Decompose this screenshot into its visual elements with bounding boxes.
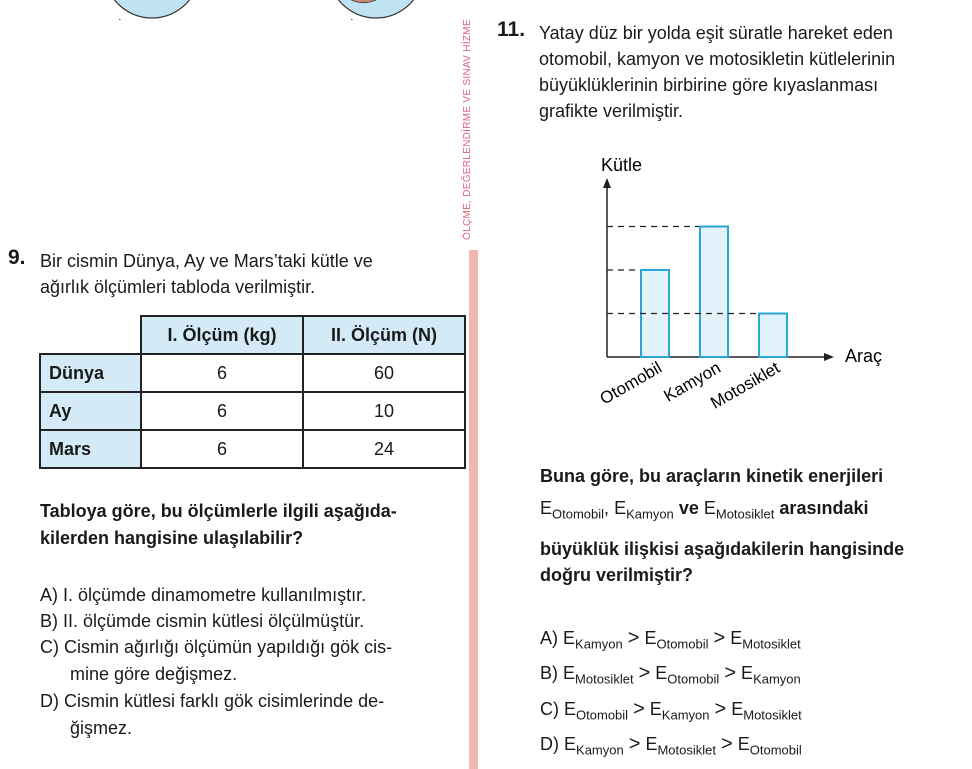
table-cell: 6 (141, 430, 303, 468)
q9-question-line1: Tabloya göre, bu ölçümlerle ilgili aşağıda- (40, 501, 397, 521)
y-axis-arrow (603, 178, 611, 188)
bar-kamyon (700, 227, 728, 358)
q9-option-c[interactable]: C) Cismin ağırlığı ölçümün yapıldığı gök cis- (40, 637, 393, 657)
table-cell: 60 (303, 354, 465, 392)
table-cell: 24 (303, 430, 465, 468)
table-row (40, 354, 465, 392)
q11-option-c[interactable]: C) $E_{Otomobil} > E_{Kamyon} > E_{Motosiklet}$ (540, 698, 802, 723)
q11-question-line4: doğru verilmiştir? (540, 565, 694, 585)
mass-bar-chart (580, 150, 900, 440)
row-label: Mars (40, 430, 141, 468)
y-axis-label: Kütle (601, 155, 643, 175)
tick-label-motosiklet: Motosiklet (707, 358, 783, 413)
q11-text-line4: grafikte verilmiştir. (539, 101, 684, 121)
q9-option-c-cont: mine göre değişmez. (70, 664, 238, 684)
q11-text-line2: otomobil, kamyon ve motosikletin kütlelerinin (539, 49, 896, 69)
q11-text-line3: büyüklüklerinin birbirine göre kıyaslanması (539, 75, 879, 95)
x-axis-arrow (824, 353, 834, 361)
tick-label-otomobil: Otomobil (596, 358, 665, 409)
globe-image-left (92, 0, 212, 20)
q11-option-b[interactable]: B) $E_{Motosiklet} > E_{Otomobil} > E_{Kamyon}$ (540, 662, 801, 687)
q9-text-line2: ağırlık ölçümleri tabloda verilmiştir. (40, 277, 316, 297)
globe-image-right (316, 0, 436, 20)
table-row (40, 430, 465, 468)
q9-text-line1: Bir cismin Dünya, Ay ve Mars’taki kütle ve (40, 251, 373, 271)
q11-question-line1: Buna göre, bu araçların kinetik enerjileri (540, 466, 884, 486)
q11-option-a[interactable]: A) $E_{Kamyon} > E_{Otomobil} > E_{Motosiklet}$ (540, 627, 801, 652)
row-label: Dünya (40, 354, 141, 392)
q9-question-line2: kilerden hangisine ulaşılabilir? (40, 528, 304, 548)
table-cell: 10 (303, 392, 465, 430)
q11-question-line3: büyüklük ilişkisi aşağıdakilerin hangisinde (540, 539, 905, 559)
q9-option-b[interactable]: B) II. ölçümde cismin kütlesi ölçülmüştür. (40, 611, 365, 631)
table-header-1: I. Ölçüm (kg) (141, 316, 303, 354)
sidebar-vertical-text: ÖLÇME, DEĞERLENDİRME VE SINAV HİZME (462, 19, 473, 240)
q11-number: 11. (497, 18, 526, 41)
q9-option-d-cont: ğişmez. (70, 718, 133, 738)
table-cell: 6 (141, 354, 303, 392)
q9-measurement-table (39, 315, 466, 469)
q11-energy-list: $E_{Otomobil}$, $E_{Kamyon}$ ve $E_{Motosiklet}$ arasındaki (540, 498, 869, 522)
column-divider (469, 250, 478, 769)
row-label: Ay (40, 392, 141, 430)
bar-motosiklet (759, 314, 787, 358)
q9-number: 9. (8, 246, 26, 269)
table-row (40, 392, 465, 430)
q9-option-a[interactable]: A) I. ölçümde dinamometre kullanılmıştır. (40, 585, 367, 605)
tick-label-kamyon: Kamyon (660, 358, 724, 406)
q11-text-line1: Yatay düz bir yolda eşit süratle hareket eden (539, 23, 893, 43)
table-header-2: II. Ölçüm (N) (303, 316, 465, 354)
table-cell: 6 (141, 392, 303, 430)
q9-option-d[interactable]: D) Cismin kütlesi farklı gök cisimlerinde de- (40, 691, 385, 711)
x-axis-label: Araç (845, 346, 883, 366)
q11-option-d[interactable]: D) $E_{Kamyon} > E_{Motosiklet} > E_{Otomobil}$ (540, 733, 802, 758)
